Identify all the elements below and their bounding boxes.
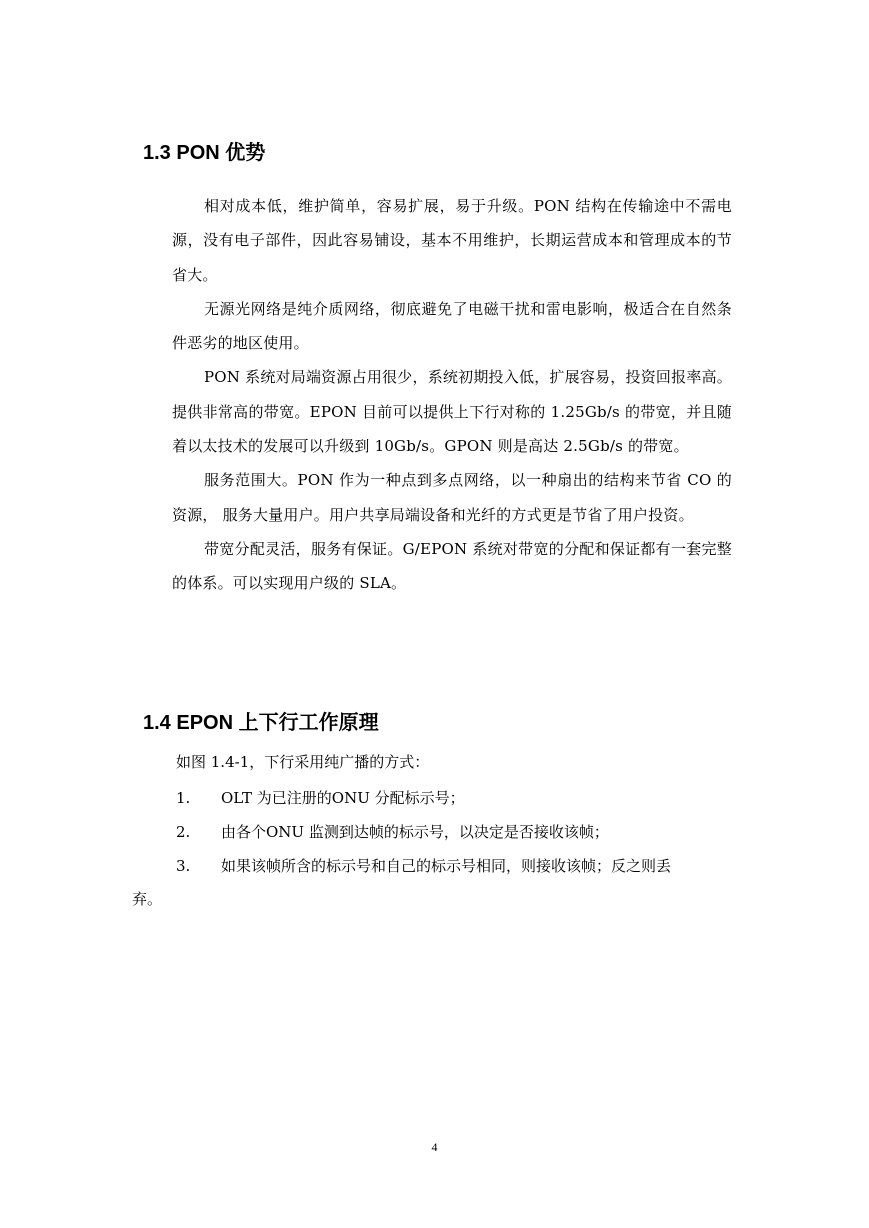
- paragraph: 相对成本低，维护简单，容易扩展，易于升级。PON 结构在传输途中不需电源，没有电子部件，因此容易铺设，基本不用维护，长期运营成本和管理成本的节省大。: [172, 197, 732, 284]
- section-heading-1-3: 1.3 PON 优势: [143, 142, 266, 164]
- paragraph: PON 系统对局端资源占用很少，系统初期投入低，扩展容易，投资回报率高。 提供非常高的带宽。EPON 目前可以提供上下行对称的 1.25Gb/s 的带宽，并且随着以太技术的发展可以升级到 10Gb/s。GPON 则是高达 2.5Gb/s 的带宽。: [172, 368, 732, 456]
- page-number: 4: [431, 1140, 438, 1154]
- list-item-text: OLT 为已注册的ONU 分配标示号；: [221, 789, 465, 807]
- list-item: [176, 856, 671, 876]
- list-item-number: 1.: [176, 789, 191, 807]
- intro-text: 如图 1.4-1，下行采用纯广播的方式：: [176, 753, 430, 771]
- list-item-text: 由各个ONU 监测到达帧的标示号，以决定是否接收该帧；: [221, 823, 609, 841]
- paragraph: 带宽分配灵活，服务有保证。G/EPON 系统对带宽的分配和保证都有一套完整的体系。可以实现用户级的 SLA。: [172, 539, 732, 593]
- list-item: [176, 822, 609, 842]
- paragraph: 服务范围大。PON 作为一种点到多点网络，以一种扇出的结构来节省 CO 的资源， 服务大量用户。用户共享局端设备和光纤的方式更是节省了用户投资。: [172, 471, 732, 524]
- list-item-number: 3.: [176, 857, 191, 875]
- list-item-number: 2.: [176, 823, 191, 841]
- list-item-continuation: 弃。: [132, 890, 163, 908]
- list-item: [176, 788, 465, 808]
- list-item-text: 如果该帧所含的标示号和自己的标示号相同，则接收该帧；反之则丢: [221, 857, 672, 875]
- section-heading-1-4: 1.4 EPON 上下行工作原理: [143, 712, 379, 734]
- section-1-3-body: [172, 189, 732, 601]
- paragraph: 无源光网络是纯介质网络，彻底避免了电磁干扰和雷电影响，极适合在自然条件恶劣的地区使用。: [172, 299, 732, 353]
